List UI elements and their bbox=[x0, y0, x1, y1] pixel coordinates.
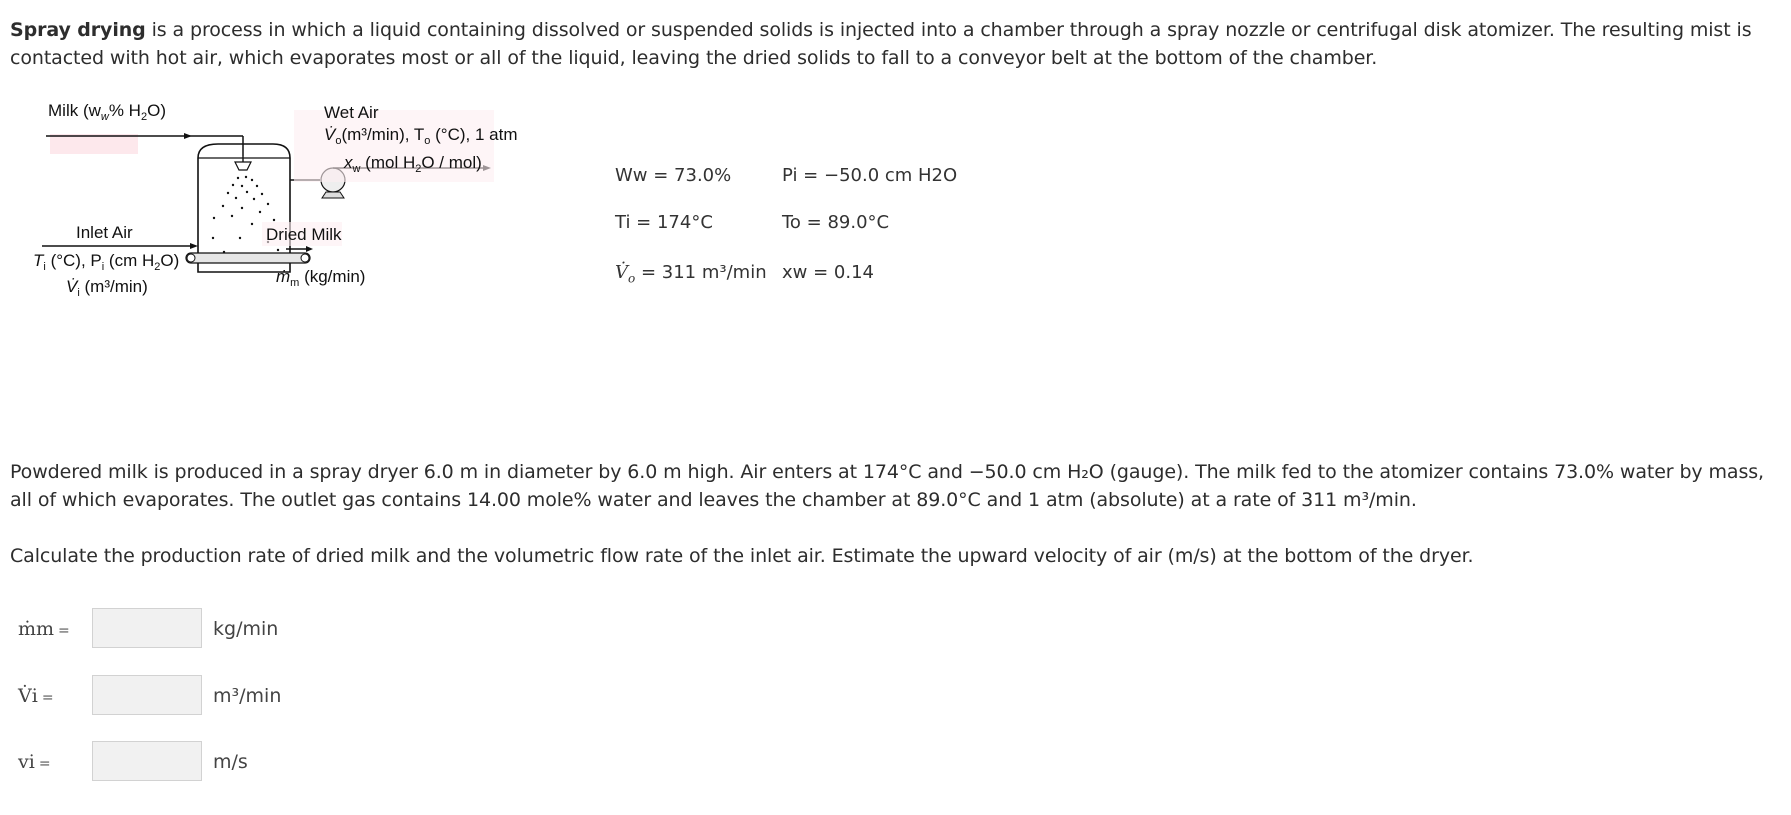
problem-statement: Powdered milk is produced in a spray dryer 6.0 m in diameter by 6.0 m high. Air enters at 174°C and −50.0 cm H₂O (gauge). The milk fed to the atomizer contains 73.0% water by mass, all of which evaporates. The outlet gas contains 14.00 mole% water and leaves the chamber at 89.0°C and 1 atm (absolute) at a rate of 311 m³/min. bbox=[10, 461, 1764, 511]
wet-air-composition: $x_w$ (mol $H_2O / mol$) bbox=[344, 153, 482, 175]
intro-paragraph bbox=[10, 16, 1770, 72]
spray-droplets bbox=[212, 176, 279, 263]
given-to: To = 89.0°C bbox=[782, 212, 890, 233]
milk-label-highlight bbox=[50, 134, 138, 154]
answer-label-vi: V̇i = bbox=[18, 685, 54, 707]
spray-nozzle bbox=[235, 162, 251, 170]
wet-air-conditions: $V̇_o(m^3/\min)$, $T_o$ (°C), 1 atm bbox=[324, 125, 518, 147]
given-ti: Ti = 174°C bbox=[615, 212, 713, 233]
answer-label-velocity: vi = bbox=[18, 751, 51, 773]
given-vo: $V̇_o = 311$ m³/min bbox=[615, 262, 767, 286]
dried-milk-label: Dried Milk bbox=[266, 225, 342, 244]
velocity-input[interactable] bbox=[92, 741, 202, 781]
answer-unit-mm: kg/min bbox=[213, 618, 279, 640]
dried-milk-flow: ṁ$_m$ (kg/min) bbox=[276, 267, 366, 289]
answer-unit-velocity: m/s bbox=[213, 751, 248, 773]
inlet-air-label: Inlet Air bbox=[76, 223, 133, 242]
intro-term: Spray drying bbox=[10, 19, 146, 41]
question-text: Calculate the production rate of dried milk and the volumetric flow rate of the inlet air. Estimate the upward velocity of air (m/s) at the bottom of the dryer. bbox=[10, 545, 1474, 567]
intro-text: is a process in which a liquid containing dissolved or suspended solids is injected into a chamber through a spray nozzle or centrifugal disk atomizer. The resulting mist is contacted with hot air, which evaporates most or all of the liquid, leaving the dried solids to fall to a conveyor belt at the bottom of the chamber. bbox=[10, 19, 1752, 69]
mm-input[interactable] bbox=[92, 608, 202, 648]
given-pi: Pi = −50.0 cm H2O bbox=[782, 165, 958, 186]
answer-unit-vi: m³/min bbox=[213, 685, 282, 707]
answer-label-mm: ṁm = bbox=[18, 618, 70, 640]
inlet-air-flow: $V̇_i$ (m³/min) bbox=[66, 277, 148, 299]
conveyor-belt bbox=[186, 253, 310, 263]
vi-flow-input[interactable] bbox=[92, 675, 202, 715]
wet-air-label: Wet Air bbox=[324, 103, 379, 122]
given-xw: xw = 0.14 bbox=[782, 262, 874, 283]
milk-label: Milk ($w_w\%$ $H_2O$) bbox=[48, 101, 166, 123]
spray-dryer-diagram bbox=[28, 100, 588, 340]
given-ww: Ww = 73.0% bbox=[615, 165, 732, 186]
inlet-air-conditions: $T_i$ (°C), $P_i$ (cm $H_2O$) bbox=[33, 251, 180, 273]
